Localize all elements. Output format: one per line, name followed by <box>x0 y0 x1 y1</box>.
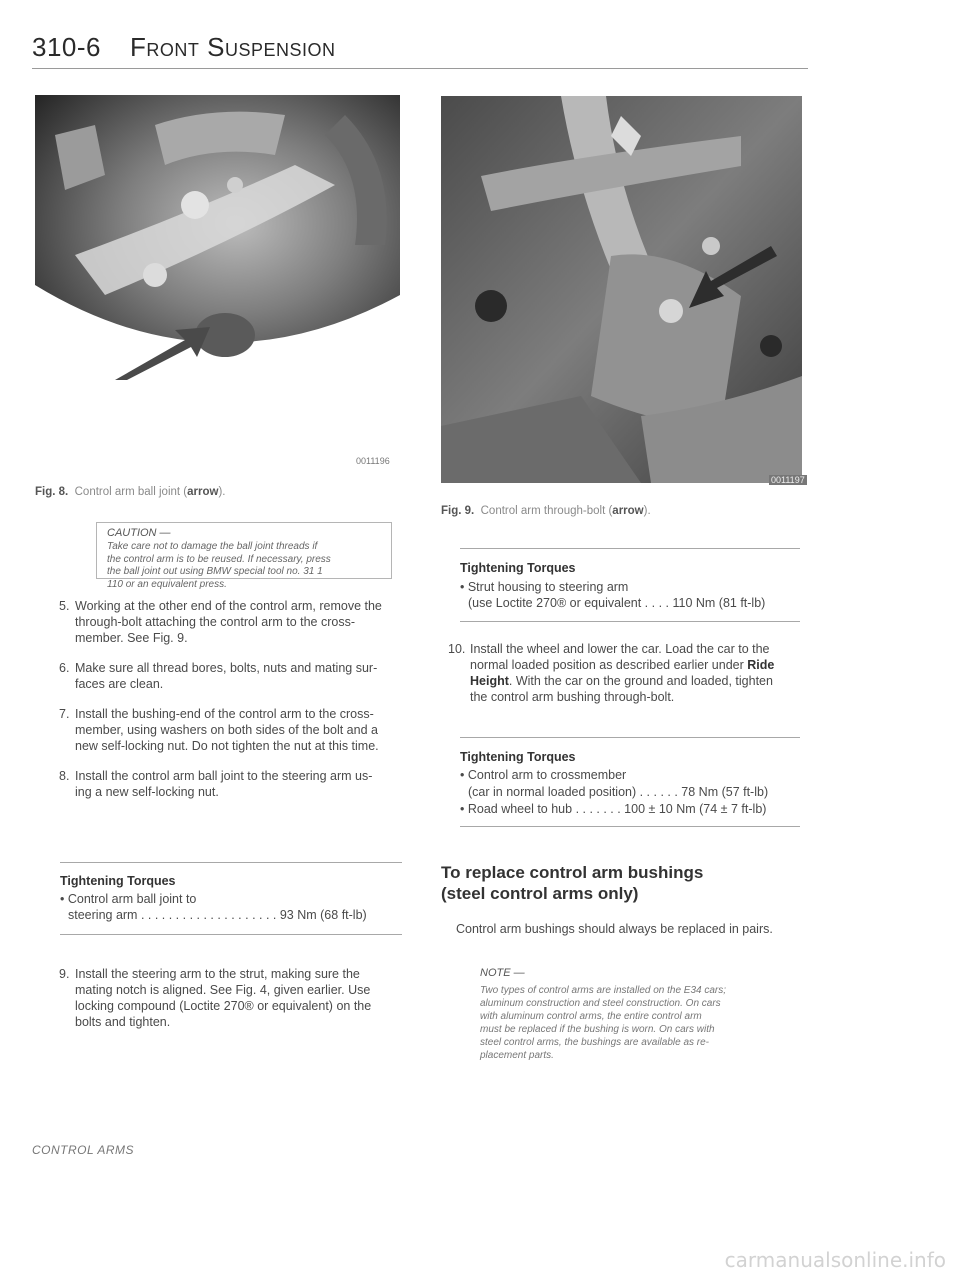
step-9: 9. Install the steering arm to the strut, making sure the mating notch is aligned. See Fig. 4, given earlier. Use locking compound (Loctite 270® or equivalent) on the bolts and tighten. <box>59 967 372 1029</box>
torque-right-1-rule-bottom <box>460 621 800 622</box>
page-number: 310-6 <box>32 32 101 62</box>
torque-left-line-2: steering arm . . . . . . . . . . . . . . . . . . . . 93 Nm (68 ft-lb) <box>68 908 367 922</box>
watermark[interactable]: carmanualsonline.info <box>724 1248 946 1272</box>
torque-left-rule-bottom <box>60 934 402 935</box>
step-8: 8. Install the control arm ball joint to the steering arm us- ing a new self-locking nut. <box>59 769 373 799</box>
torque-left-title: Tightening Torques <box>60 874 176 888</box>
section-title: Front Suspension <box>130 32 336 62</box>
torque-right-1-line-2: (use Loctite 270® or equivalent . . . . 110 Nm (81 ft-lb) <box>468 596 766 610</box>
figure-8-id: 0011196 <box>356 456 390 466</box>
torque-right-2-rule-bottom <box>460 826 800 827</box>
caution-box <box>96 522 392 590</box>
step-10: 10. Install the wheel and lower the car. Load the car to the normal loaded position as described earlier under Ride Height. With the car on the ground and loaded, tighten the control arm bushing through-bolt. <box>448 642 775 704</box>
figure-9-photo <box>441 96 802 483</box>
note-title: NOTE — <box>480 967 525 979</box>
section-intro: Control arm bushings should always be replaced in pairs. <box>456 922 773 936</box>
torque-left-rule-top <box>60 862 402 863</box>
figure-9-id: 0011197 <box>771 475 805 485</box>
torque-left-line-1: • Control arm ball joint to <box>60 892 197 906</box>
torque-right-1-title: Tightening Torques <box>460 561 576 575</box>
torque-right-2-title: Tightening Torques <box>460 750 576 764</box>
note-body: Two types of control arms are installed on the E34 cars; aluminum construction and steel construction. On cars with aluminum control arms, the entire control arm must be replaced if the bushing is worn. On cars with steel control arms, the bushings are available as re- placement parts. <box>480 985 727 1061</box>
step-5: 5. Working at the other end of the control arm, remove the through-bolt attaching the control arm to the cross- member. See Fig. 9. <box>59 599 382 645</box>
section-heading: To replace control arm bushings (steel control arms only) <box>441 863 704 903</box>
figure-8-caption: Fig. 8. Control arm ball joint (arrow). <box>35 486 226 498</box>
step-6: 6. Make sure all thread bores, bolts, nuts and mating sur- faces are clean. <box>59 661 378 691</box>
torque-right-2-line-2: (car in normal loaded position) . . . . . . 78 Nm (57 ft-lb) <box>468 785 769 799</box>
footer-section-label: CONTROL ARMS <box>32 1143 135 1157</box>
torque-right-2-rule-top <box>460 737 800 738</box>
torque-right-1-rule-top <box>460 548 800 549</box>
step-7: 7. Install the bushing-end of the control arm to the cross- member, using washers on both sides of the bolt and a new self-locking nut. Do not tighten the nut at this time. <box>59 707 379 753</box>
figure-9-caption: Fig. 9. Control arm through-bolt (arrow). <box>441 505 651 517</box>
caution-title: CAUTION — <box>107 527 171 539</box>
torque-right-2-line-1: • Control arm to crossmember <box>460 768 627 782</box>
figure-8-photo <box>35 95 400 380</box>
torque-right-2-line-3: • Road wheel to hub . . . . . . . 100 ± 10 Nm (74 ± 7 ft-lb) <box>460 802 767 816</box>
header-rule <box>32 68 808 69</box>
caution-body: Take care not to damage the ball joint threads if the control arm is to be reused. If necessary, press the ball joint out using BMW special tool no. 31 1 110 or an equivalent press. <box>107 541 331 590</box>
torque-right-1-line-1: • Strut housing to steering arm <box>460 580 629 594</box>
